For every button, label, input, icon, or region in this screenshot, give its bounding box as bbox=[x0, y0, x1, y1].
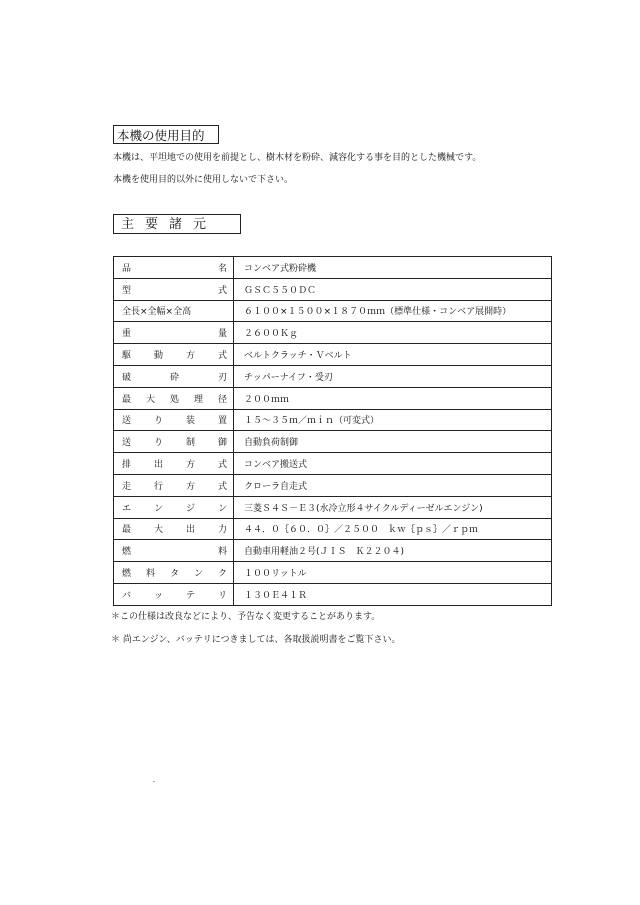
spec-label bbox=[122, 370, 227, 383]
spec-label-char: ン bbox=[217, 503, 227, 514]
spec-table-body bbox=[114, 257, 552, 606]
spec-label bbox=[122, 304, 227, 317]
spec-label-char: 径 bbox=[217, 394, 227, 405]
spec-value: １３０Ｅ４１Ｒ bbox=[234, 583, 552, 605]
spec-label bbox=[122, 457, 227, 470]
spec-label bbox=[122, 588, 227, 601]
spec-label-cell bbox=[114, 322, 234, 344]
spec-label-char: 送 bbox=[122, 416, 132, 427]
spec-label-char: 排 bbox=[122, 460, 132, 471]
spec-label-char: 式 bbox=[217, 481, 227, 492]
spec-label-char: 砕 bbox=[169, 372, 179, 383]
spec-label-char: 全長×全幅×全高 bbox=[122, 307, 192, 318]
spec-label-char: 重 bbox=[122, 329, 132, 340]
spec-row bbox=[114, 431, 552, 453]
spec-value: ２６００Ｋｇ bbox=[234, 322, 552, 344]
spec-label bbox=[122, 283, 227, 296]
spec-label-cell bbox=[114, 431, 234, 453]
spec-label-cell bbox=[114, 518, 234, 540]
spec-label-cell bbox=[114, 257, 234, 279]
spec-label-char: 駆 bbox=[122, 351, 132, 362]
spec-label-char: 方 bbox=[185, 351, 195, 362]
spec-value: ４４．０｛６０．０｝／２５００ ｋｗ｛ｐｓ｝／ｒｐｍ bbox=[234, 518, 552, 540]
purpose-heading: 本機の使用目的 bbox=[113, 125, 219, 144]
spec-row bbox=[114, 322, 552, 344]
spec-label-char: 走 bbox=[122, 481, 132, 492]
spec-label-cell bbox=[114, 453, 234, 475]
spec-row bbox=[114, 540, 552, 562]
spec-label bbox=[122, 544, 227, 557]
spec-label-char: 式 bbox=[217, 351, 227, 362]
spec-value: 自動負荷制御 bbox=[234, 431, 552, 453]
spec-label-char: 御 bbox=[217, 438, 227, 449]
spec-label-char: 制 bbox=[185, 438, 195, 449]
spec-label-cell bbox=[114, 562, 234, 584]
spec-value: コンベア式粉砕機 bbox=[234, 257, 552, 279]
spec-label-char: リ bbox=[217, 590, 227, 601]
spec-row bbox=[114, 344, 552, 366]
spec-label-char: 置 bbox=[217, 416, 227, 427]
spec-label bbox=[122, 501, 227, 514]
scan-speck bbox=[153, 781, 155, 782]
spec-label-char: 型 bbox=[122, 285, 132, 296]
spec-label-cell bbox=[114, 474, 234, 496]
spec-label-cell bbox=[114, 540, 234, 562]
purpose-paragraph: 本機は、平坦地での使用を前提とし、樹木材を粉砕、減容化する事を目的とした機械です。 bbox=[113, 153, 482, 163]
spec-label bbox=[122, 522, 227, 535]
spec-label-char: 方 bbox=[185, 481, 195, 492]
spec-value: 三菱Ｓ４Ｓ－Ｅ３(水冷立形４サイクルディーゼルエンジン) bbox=[234, 496, 552, 518]
spec-label bbox=[122, 413, 227, 426]
spec-label-char: り bbox=[153, 438, 163, 449]
spec-value: チッパーナイフ・受刃 bbox=[234, 365, 552, 387]
spec-label-cell bbox=[114, 278, 234, 300]
spec-row bbox=[114, 365, 552, 387]
spec-label-char: 動 bbox=[153, 351, 163, 362]
spec-label-char: 量 bbox=[217, 329, 227, 340]
spec-value: ６１００×１５００×１８７０ｍｍ（標準仕様・コンベア展開時） bbox=[234, 300, 552, 322]
spec-value: クローラ自走式 bbox=[234, 474, 552, 496]
spec-label bbox=[122, 326, 227, 339]
spec-row bbox=[114, 387, 552, 409]
spec-label-cell bbox=[114, 409, 234, 431]
spec-label-cell bbox=[114, 387, 234, 409]
footnote: ＊ 尚エンジン、バッテリにつきましては、各取扱説明書をご覧下さい。 bbox=[111, 635, 401, 645]
spec-label-char: 刃 bbox=[217, 372, 227, 383]
spec-label-char: り bbox=[153, 416, 163, 427]
spec-label-char: 燃 bbox=[122, 547, 132, 558]
spec-row bbox=[114, 257, 552, 279]
footnote: ＊この仕様は改良などにより、予告なく変更することがあります。 bbox=[111, 612, 381, 622]
spec-label-char: ジ bbox=[185, 503, 195, 514]
spec-label bbox=[122, 348, 227, 361]
spec-value: ＧＳＣ５５０ＤＣ bbox=[234, 278, 552, 300]
spec-label-char: 料 bbox=[217, 547, 227, 558]
spec-label-char: 品 bbox=[122, 263, 132, 274]
spec-label-char: 送 bbox=[122, 438, 132, 449]
spec-row bbox=[114, 496, 552, 518]
spec-label-char: 装 bbox=[185, 416, 195, 427]
spec-label bbox=[122, 261, 227, 274]
spec-table bbox=[113, 256, 552, 606]
spec-row bbox=[114, 278, 552, 300]
spec-value: １５～３５ｍ／ｍｉｎ（可変式） bbox=[234, 409, 552, 431]
spec-label-char: 最 bbox=[122, 525, 132, 536]
spec-label-char: 式 bbox=[217, 285, 227, 296]
spec-label-char: 力 bbox=[217, 525, 227, 536]
spec-label-char: 理 bbox=[193, 394, 203, 405]
spec-label-char: 方 bbox=[185, 460, 195, 471]
spec-value: 自動車用軽油２号(ＪＩＳ Ｋ２２０４) bbox=[234, 540, 552, 562]
spec-label-cell bbox=[114, 300, 234, 322]
spec-label-char: 出 bbox=[153, 460, 163, 471]
spec-value: ２００ｍｍ bbox=[234, 387, 552, 409]
spec-label-char: 名 bbox=[217, 263, 227, 274]
spec-label bbox=[122, 392, 227, 405]
spec-label-char: タ bbox=[169, 569, 179, 580]
spec-row bbox=[114, 583, 552, 605]
spec-label bbox=[122, 435, 227, 448]
spec-label-char: ッ bbox=[153, 590, 163, 601]
spec-value: １００リットル bbox=[234, 562, 552, 584]
spec-label-char: 料 bbox=[145, 569, 155, 580]
spec-value: コンベア搬送式 bbox=[234, 453, 552, 475]
spec-label-char: 処 bbox=[169, 394, 179, 405]
spec-row bbox=[114, 474, 552, 496]
spec-row bbox=[114, 453, 552, 475]
spec-label-char: エ bbox=[122, 503, 132, 514]
spec-label-cell bbox=[114, 496, 234, 518]
spec-label-char: 行 bbox=[153, 481, 163, 492]
spec-label-cell bbox=[114, 365, 234, 387]
spec-label-char: 式 bbox=[217, 460, 227, 471]
spec-label-char: 大 bbox=[153, 525, 163, 536]
spec-label-char: テ bbox=[185, 590, 195, 601]
spec-label-char: 燃 bbox=[122, 569, 132, 580]
spec-label-char: ン bbox=[153, 503, 163, 514]
spec-label-char: ン bbox=[193, 569, 203, 580]
spec-label-char: 大 bbox=[145, 394, 155, 405]
spec-row bbox=[114, 300, 552, 322]
spec-label-char: 破 bbox=[122, 372, 132, 383]
spec-label bbox=[122, 479, 227, 492]
spec-label-cell bbox=[114, 344, 234, 366]
spec-value: ベルトクラッチ・Ｖベルト bbox=[234, 344, 552, 366]
spec-row bbox=[114, 409, 552, 431]
spec-row bbox=[114, 518, 552, 540]
purpose-paragraph: 本機を使用目的以外に使用しないで下さい。 bbox=[113, 175, 294, 185]
spec-row bbox=[114, 562, 552, 584]
spec-label-char: ク bbox=[217, 569, 227, 580]
spec-label bbox=[122, 566, 227, 579]
spec-label-cell bbox=[114, 583, 234, 605]
spec-label-char: 出 bbox=[185, 525, 195, 536]
spec-label-char: 最 bbox=[122, 394, 132, 405]
spec-heading: 主要諸元 bbox=[113, 214, 241, 234]
spec-label-char: バ bbox=[122, 590, 132, 601]
